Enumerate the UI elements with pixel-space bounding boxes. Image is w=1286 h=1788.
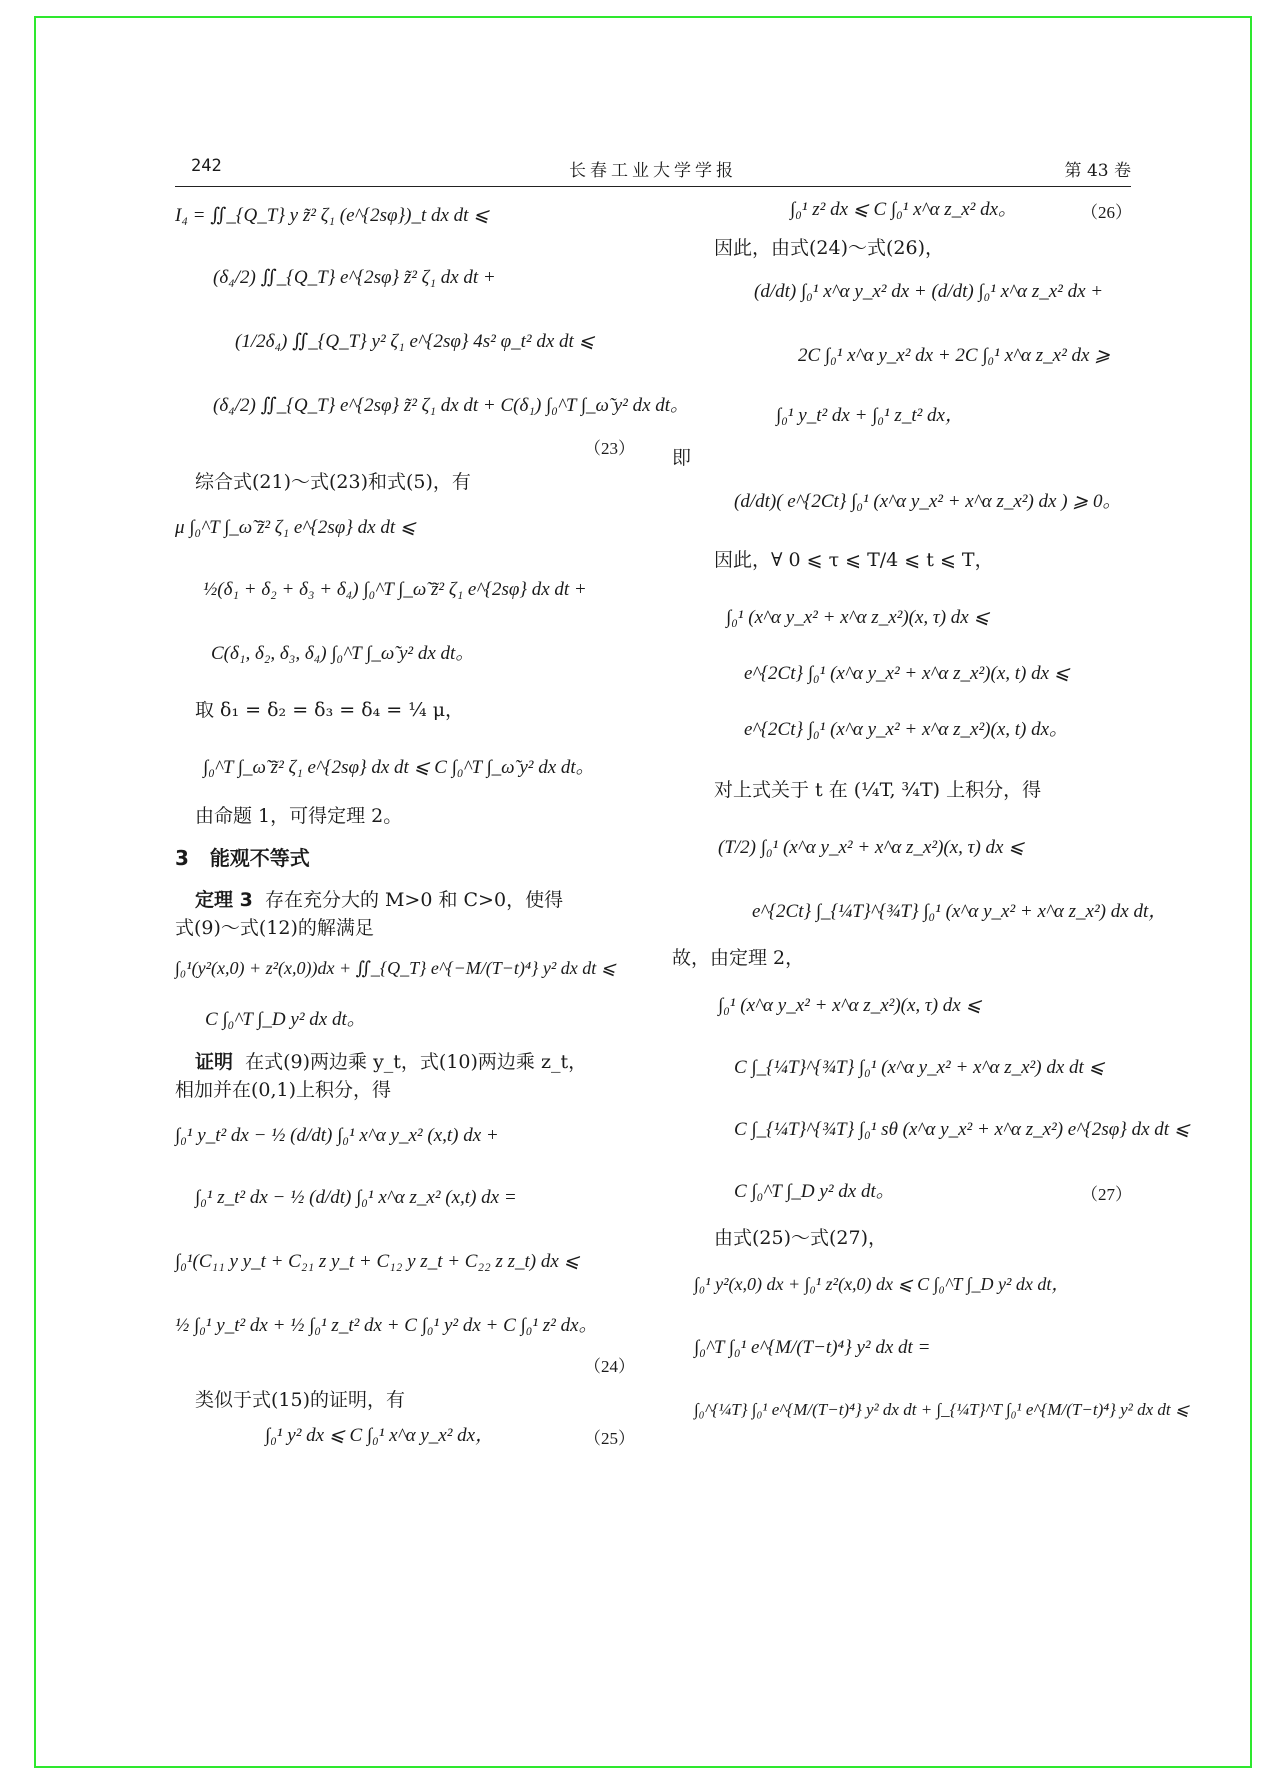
theorem-statement (195, 886, 563, 914)
equation-line: e^{2Ct} ∫₀¹ (x^α y_x² + x^α z_x²)(x, t) dx。 (744, 719, 1069, 740)
paragraph-text: 相加并在(0,1)上积分，得 (175, 1079, 392, 1101)
equation-line: I₄ = ∬_{Q_T} y z̃² ζ₁ (e^{2sφ})_t dx dt ⩽ (175, 205, 490, 226)
equation-line: (T/2) ∫₀¹ (x^α y_x² + x^α z_x²)(x, τ) dx ⩽ (718, 837, 1025, 858)
paragraph-text: 取 δ₁ = δ₂ = δ₃ = δ₄ = ¼ μ， (195, 699, 465, 721)
equation-line: C ∫₀^T ∫_D y² dx dt。 (205, 1009, 366, 1030)
journal-title: 长春工业大学学报 (569, 161, 737, 181)
equation-line: ∫₀¹ y² dx ⩽ C ∫₀¹ x^α y_x² dx， (265, 1425, 495, 1446)
section-title: 能观不等式 (209, 846, 310, 870)
equation-line: (δ₄/2) ∬_{Q_T} e^{2sφ} z̃² ζ₁ dx dt + (213, 267, 496, 288)
equation-line: 2C ∫₀¹ x^α y_x² dx + 2C ∫₀¹ x^α z_x² dx ⩾ (798, 345, 1111, 366)
section-heading (175, 844, 310, 872)
equation-line: ∫₀¹ y_t² dx − ½ (d/dt) ∫₀¹ x^α y_x² (x,t) dx + (175, 1125, 499, 1146)
equation-line: ∫₀¹(y²(x,0) + z²(x,0))dx + ∬_{Q_T} e^{−M/(T−t)⁴} y² dx dt ⩽ (175, 958, 616, 978)
equation-line: (d/dt)( e^{2Ct} ∫₀¹ (x^α y_x² + x^α z_x²) dx ) ⩾ 0。 (734, 491, 1122, 512)
section-number: 3 (175, 846, 189, 870)
equation-line: ∫₀^{¼T} ∫₀¹ e^{M/(T−t)⁴} y² dx dt + ∫_{¼T}^T ∫₀¹ e^{M/(T−t)⁴} y² dx dt ⩽ (694, 1400, 1190, 1419)
proof-text: 在式(9)两边乘 y_t，式(10)两边乘 z_t， (245, 1051, 588, 1073)
equation-line: C(δ₁, δ₂, δ₃, δ₄) ∫₀^T ∫_ω̃ y² dx dt。 (211, 643, 475, 664)
equation-line: ∫₀¹ y²(x,0) dx + ∫₀¹ z²(x,0) dx ⩽ C ∫₀^T ∫_D y² dx dt， (694, 1274, 1070, 1294)
equation-line: ∫₀¹ y_t² dx + ∫₀¹ z_t² dx， (776, 405, 964, 426)
equation-line: ∫₀^T ∫₀¹ e^{M/(T−t)⁴} y² dx dt = (694, 1337, 931, 1358)
proof-statement (195, 1048, 587, 1076)
paragraph-text: 综合式(21)～式(23)和式(5)，有 (195, 471, 471, 493)
equation-line: ∫₀¹ z² dx ⩽ C ∫₀¹ x^α z_x² dx。 (790, 199, 1018, 220)
equation-line: (δ₄/2) ∬_{Q_T} e^{2sφ} z̃² ζ₁ dx dt + C(δ₁) ∫₀^T ∫_ω̃ y² dx dt。 (213, 395, 690, 416)
paragraph-text: 即 (672, 447, 692, 469)
page-number: 242 (191, 156, 222, 176)
equation-line: e^{2Ct} ∫₀¹ (x^α y_x² + x^α z_x²)(x, t) dx ⩽ (744, 663, 1070, 684)
equation-line: ½ ∫₀¹ y_t² dx + ½ ∫₀¹ z_t² dx + C ∫₀¹ y² dx + C ∫₀¹ z² dx。 (175, 1315, 598, 1336)
equation-number: （25） (584, 1429, 635, 1448)
equation-line: (d/dt) ∫₀¹ x^α y_x² dx + (d/dt) ∫₀¹ x^α z_x² dx + (754, 281, 1104, 302)
paragraph-text: 式(9)～式(12)的解满足 (175, 917, 374, 939)
paragraph-text: 由命题 1，可得定理 2。 (195, 805, 403, 827)
equation-line: C ∫₀^T ∫_D y² dx dt。 (734, 1181, 895, 1202)
volume-label: 第 43 卷 (1064, 161, 1131, 181)
equation-line: e^{2Ct} ∫_{¼T}^{¾T} ∫₀¹ (x^α y_x² + x^α z_x²) dx dt， (752, 901, 1168, 922)
proof-label: 证明 (195, 1051, 234, 1073)
page-header (175, 152, 1131, 187)
theorem-label: 定理 3 (195, 889, 253, 911)
equation-line: ∫₀^T ∫_ω̃ z̃² ζ₁ e^{2sφ} dx dt ⩽ C ∫₀^T ∫_ω̃ y² dx dt。 (203, 757, 595, 778)
equation-line: ∫₀¹ (x^α y_x² + x^α z_x²)(x, τ) dx ⩽ (726, 607, 990, 628)
paragraph-text: 类似于式(15)的证明，有 (195, 1389, 406, 1411)
equation-line: C ∫_{¼T}^{¾T} ∫₀¹ sθ (x^α y_x² + x^α z_x²) e^{2sφ} dx dt ⩽ (734, 1119, 1190, 1140)
equation-line: ½(δ₁ + δ₂ + δ₃ + δ₄) ∫₀^T ∫_ω̃ z̃² ζ₁ e^{2sφ} dx dt + (203, 579, 587, 600)
equation-line: ∫₀¹ (x^α y_x² + x^α z_x²)(x, τ) dx ⩽ (718, 995, 982, 1016)
paragraph-text: 对上式关于 t 在 (¼T, ¾T) 上积分，得 (714, 779, 1042, 801)
paragraph-text: 因此，∀ 0 ⩽ τ ⩽ T/4 ⩽ t ⩽ T， (714, 549, 994, 571)
equation-number: （27） (1081, 1185, 1132, 1204)
equation-line: C ∫_{¼T}^{¾T} ∫₀¹ (x^α y_x² + x^α z_x²) dx dt ⩽ (734, 1057, 1105, 1078)
equation-number: （24） (584, 1357, 635, 1376)
paragraph-text: 故，由定理 2， (672, 947, 805, 969)
paragraph-text: 因此，由式(24)～式(26)， (714, 237, 945, 259)
equation-line: ∫₀¹(C₁₁ y y_t + C₂₁ z y_t + C₁₂ y z_t + C₂₂ z z_t) dx ⩽ (175, 1251, 580, 1272)
equation-line: (1/2δ₄) ∬_{Q_T} y² ζ₁ e^{2sφ} 4s² φ_t² dx dt ⩽ (235, 331, 595, 352)
equation-line: μ ∫₀^T ∫_ω̃ z̃² ζ₁ e^{2sφ} dx dt ⩽ (175, 517, 416, 538)
equation-number: （26） (1081, 203, 1132, 222)
paragraph-text: 由式(25)～式(27)， (714, 1227, 888, 1249)
theorem-text: 存在充分大的 M>0 和 C>0，使得 (264, 889, 564, 911)
equation-line: ∫₀¹ z_t² dx − ½ (d/dt) ∫₀¹ x^α z_x² (x,t) dx = (195, 1187, 517, 1208)
equation-number: （23） (584, 439, 635, 458)
